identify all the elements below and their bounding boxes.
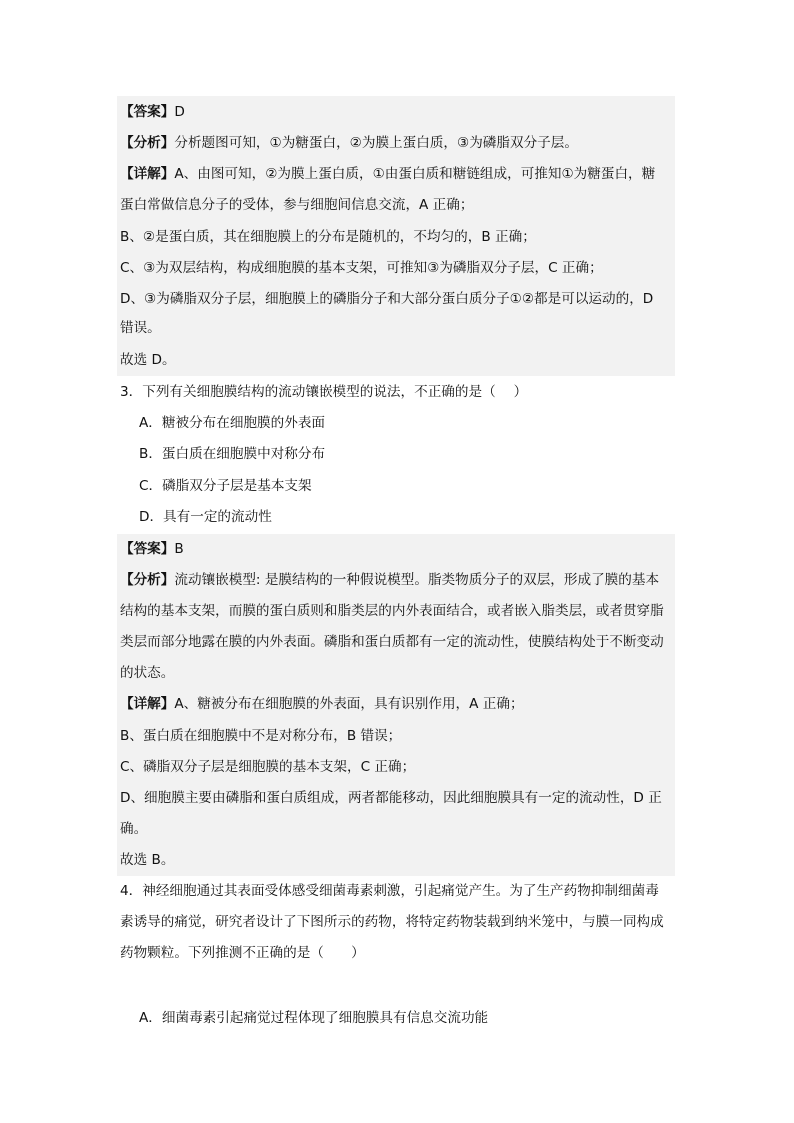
q4-option-a: A．细菌毒素引起痛觉过程体现了细胞膜具有信息交流功能 [139, 1010, 489, 1026]
q2-detail-line: 错误。 [120, 320, 161, 336]
q2-detail-line: C、③为双层结构，构成细胞膜的基本支架，可推知③为磷脂双分子层，C 正确； [120, 260, 603, 276]
q4-stem-line: 药物颗粒。下列推测不正确的是（ ） [120, 945, 365, 961]
q3-detail-line: B、蛋白质在细胞膜中不是对称分布，B 错误； [120, 728, 402, 744]
q3-option-b: B．蛋白质在细胞膜中对称分布 [139, 446, 326, 462]
q2-answer: 【答案】D [120, 104, 185, 120]
q2-detail-line: 【详解】A、由图可知，②为膜上蛋白质，①由蛋白质和糖链组成，可推知①为糖蛋白，糖 [120, 166, 656, 182]
q2-detail-line: D、③为磷脂双分子层，细胞膜上的磷脂分子和大部分蛋白质分子①②都是可以运动的，D [120, 291, 654, 307]
q3-detail-line: 【详解】A、糖被分布在细胞膜的外表面，具有识别作用，A 正确； [120, 696, 524, 712]
q3-analysis-line: 的状态。 [120, 665, 175, 681]
q3-detail-line: C、磷脂双分子层是细胞膜的基本支架，C 正确； [120, 759, 416, 775]
q3-analysis-line: 类层而部分地露在膜的内外表面。磷脂和蛋白质都有一定的流动性，使膜结构处于不断变动 [120, 634, 664, 650]
q3-detail-line: D、细胞膜主要由磷脂和蛋白质组成，两者都能移动，因此细胞膜具有一定的流动性，D 正 [120, 790, 662, 806]
q3-analysis-line: 【分析】流动镶嵌模型: 是膜结构的一种假说模型。脂类物质分子的双层，形成了膜的基本 [120, 572, 660, 588]
q3-analysis-line: 结构的基本支架，而膜的蛋白质则和脂类层的内外表面结合，或者嵌入脂类层，或者贯穿脂 [120, 603, 664, 619]
q2-analysis: 【分析】分析题图可知，①为糖蛋白，②为膜上蛋白质，③为磷脂双分子层。 [120, 135, 578, 151]
q3-option-c: C．磷脂双分子层是基本支架 [139, 478, 312, 494]
q3-stem: 3．下列有关细胞膜结构的流动镶嵌模型的说法，不正确的是（ ） [120, 384, 528, 400]
q4-stem-line: 4．神经细胞通过其表面受体感受细菌毒素刺激，引起痛觉产生。为了生产药物抑制细菌毒 [120, 883, 659, 899]
q3-answer: 【答案】B [120, 541, 184, 557]
q3-conclusion: 故选 B。 [120, 852, 175, 868]
q3-detail-line: 确。 [120, 821, 148, 837]
q3-option-d: D．具有一定的流动性 [139, 509, 272, 525]
q3-option-a: A．糖被分布在细胞膜的外表面 [139, 415, 326, 431]
q2-detail-line: 蛋白常做信息分子的受体，参与细胞间信息交流，A 正确； [120, 197, 474, 213]
q4-stem-line: 素诱导的痛觉，研究者设计了下图所示的药物，将特定药物装载到纳米笼中，与膜一同构成 [120, 914, 664, 930]
q2-detail-line: B、②是蛋白质，其在细胞膜上的分布是随机的，不均匀的，B 正确； [120, 229, 536, 245]
q2-conclusion: 故选 D。 [120, 352, 176, 368]
